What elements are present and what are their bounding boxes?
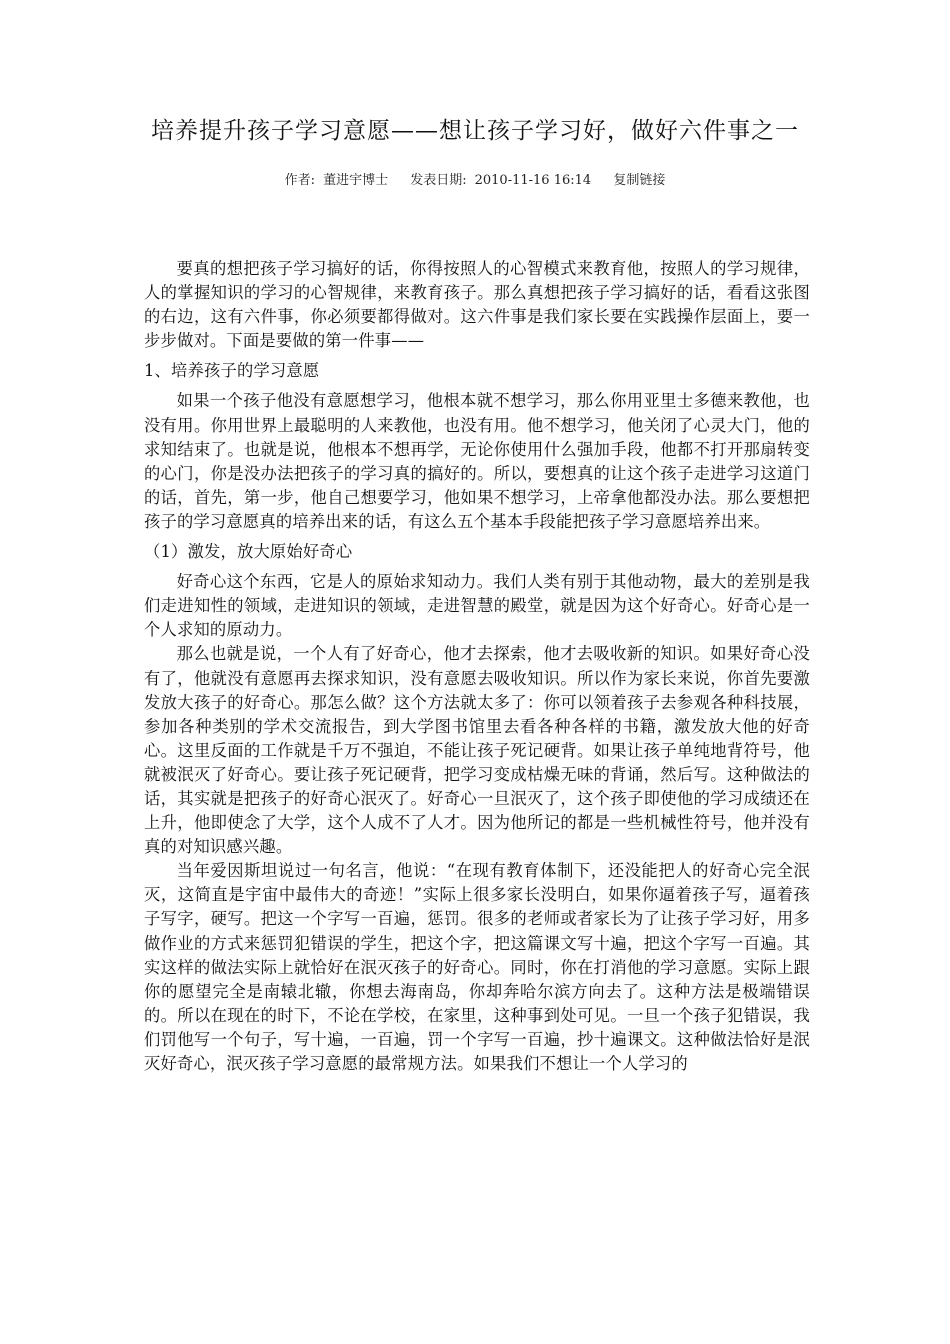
author-name: 董进宇博士 — [323, 173, 389, 188]
article-body — [144, 257, 810, 1076]
subsection-heading: （1）激发，放大原始好奇心 — [144, 542, 353, 562]
publish-date: 2010-11-16 16:14 — [474, 173, 592, 188]
section-paragraph: 如果一个孩子他没有意愿想学习，他根本就不想学习，那么你用亚里士多德来教他，也没有用。你用世界上最聪明的人来教他，也没有用。他不想学习，他关闭了心灵大门，他的求知结束了。也就是说，他根本不想再学，无论你使用什么强加手段，他都不打开那扇转变的心门，你是没办法把孩子的学习真的搞好的。所以，要想真的让这个孩子走进学习这道门的话，首先，第一步，他自己想要学习，他如果不想学习，上帝拿他都没办法。那么要想把孩子的学习意愿真的培养出来的话，有这么五个基本手段能把孩子学习意愿培养出来。 — [144, 391, 810, 531]
body-paragraph: 那么也就是说，一个人有了好奇心，他才去探索，他才去吸收新的知识。如果好奇心没有了，他就没有意愿再去探求知识，没有意愿去吸收知识。所以作为家长来说，你首先要激发放大孩子的好奇心。那怎么做？这个方法就太多了：你可以领着孩子去参观各种科技展，参加各种类别的学术交流报告，到大学图书馆里去看各种各样的书籍，激发放大他的好奇心。这里反面的工作就是千万不强迫，不能让孩子死记硬背。如果让孩子单纯地背符号，他就被泯灭了好奇心。要让孩子死记硬背，把学习变成枯燥无味的背诵，然后写。这种做法的话，其实就是把孩子的好奇心泯灭了。好奇心一旦泯灭了，这个孩子即使他的学习成绩还在上升，他即使念了大学，这个人成不了人才。因为他所记的都是一些机械性符号，他并没有真的对知识感兴趣。 — [144, 644, 810, 857]
author-label: 作者: — [284, 173, 316, 188]
date-label: 发表日期: — [410, 173, 467, 188]
section-heading: 1、培养孩子的学习意愿 — [144, 361, 320, 381]
copy-link[interactable]: 复制链接 — [613, 173, 666, 188]
body-paragraph: 好奇心这个东西，它是人的原始求知动力。我们人类有别于其他动物，最大的差别是我们走进知性的领域，走进知识的领域，走进智慧的殿堂，就是因为这个好奇心。好奇心是一个人求知的原动力。 — [144, 572, 810, 640]
body-paragraph: 当年爱因斯坦说过一句名言，他说：“在现有教育体制下，还没能把人的好奇心完全泯灭，这简直是宇宙中最伟大的奇迹！”实际上很多家长没明白，如果你逼着孩子写，逼着孩子写字，硬写。把这一个字写一百遍，惩罚。很多的老师或者家长为了让孩子学习好，用多做作业的方式来惩罚犯错误的学生，把这个字，把这篇课文写十遍，把这个字写一百遍。其实这样的做法实际上就恰好在泯灭孩子的好奇心。同时，你在打消他的学习意愿。实际上跟你的愿望完全是南辕北辙，你想去海南岛，你却奔哈尔滨方向去了。这种方法是极端错误的。所以在现在的时下，不论在学校，在家里，这种事到处可见。一旦一个孩子犯错误，我们罚他写一个句子，写十遍，一百遍，罚一个字写一百遍，抄十遍课文。这种做法恰好是泯灭好奇心，泯灭孩子学习意愿的最常规方法。如果我们不想让一个人学习的 — [144, 861, 810, 1073]
article-meta — [0, 172, 950, 190]
article-title: 培养提升孩子学习意愿——想让孩子学习好，做好六件事之一 — [151, 118, 799, 144]
intro-paragraph: 要真的想把孩子学习搞好的话，你得按照人的心智模式来教育他，按照人的学习规律，人的掌握知识的学习的心智规律，来教育孩子。那么真想把孩子学习搞好的话，看看这张图的右边，这有六件事，你必须要都得做对。这六件事是我们家长要在实践操作层面上，要一步步做对。下面是要做的第一件事—— — [144, 259, 810, 351]
